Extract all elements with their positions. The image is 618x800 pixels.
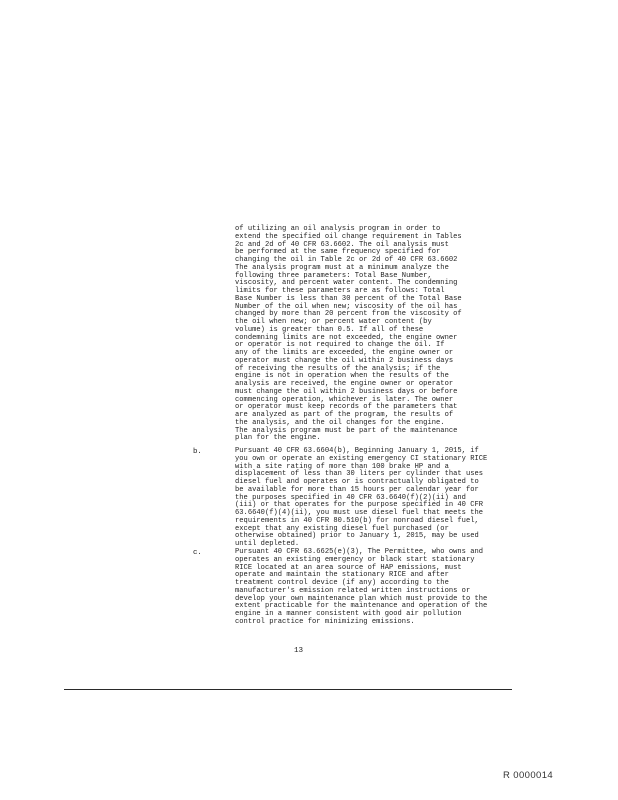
item-b-label: b.	[193, 448, 202, 456]
footer-rule	[64, 689, 512, 690]
item-b-paragraph: Pursuant 40 CFR 63.6604(b), Beginning January 1, 2015, if you own or operate an existing emergency CI stationary RICE with a site rating of more than 100 brake HP and a displacement of less than 30 liters per cylinder that uses diesel fuel and operates or is contractually obligated to be available for more than 15 hours per calendar year for the purposes specified in 40 CFR 63.6640(f)(2)(ii) and (iii) or that operates for the purpose specified in 40 CFR 63.6640(f)(4)(ii), you must use diesel fuel that meets the requirements in 40 CFR 80.510(b) for nonroad diesel fuel, except that any existing diesel fuel purchased (or otherwise obtained) prior to January 1, 2015, may be used until depleted.	[235, 447, 488, 548]
page-number: 13	[294, 647, 304, 655]
item-c-paragraph: Pursuant 40 CFR 63.6625(e)(3), The Permittee, who owns and operates an existing emergency or black start stationary RICE located at an area source of HAP emissions, must operate and maintain the stationary RICE and after treatment control device (if any) according to the manufacturer's emission related written instructions or develop your own maintenance plan which must provide to the extent practicable for the maintenance and operation of the engine in a manner consistent with good air pollution control practice for minimizing emissions.	[235, 548, 488, 626]
bates-number: R 0000014	[503, 770, 554, 781]
continuation-paragraph: of utilizing an oil analysis program in order to extend the specified oil change requirement in Tables 2c and 2d of 40 CFR 63.6602. The oil analysis must be performed at the same frequency specified for changing the oil in Table 2c or 2d of 40 CFR 63.6602 The analysis program must at a minimum analyze the following three parameters: Total Base Number, viscosity, and percent water content. The condemning limits for these parameters are as follows: Total Base Number is less than 30 percent of the Total Base Number of the oil when new; viscosity of the oil has changed by more than 20 percent from the viscosity of the oil when new; or percent water content (by volume) is greater than 0.5. If all of these condemning limits are not exceeded, the engine owner or operator is not required to change the oil. If any of the limits are exceeded, the engine owner or operator must change the oil within 2 business days of receiving the results of the analysis; if the engine is not in operation when the results of the analysis are received, the engine owner or operator must change the oil within 2 business days or before commencing operation, whichever is later. The owner or operator must keep records of the parameters that are analyzed as part of the program, the results of the analysis, and the oil changes for the engine. The analysis program must be part of the maintenance plan for the engine.	[235, 225, 462, 443]
item-c-label: c.	[193, 549, 202, 557]
